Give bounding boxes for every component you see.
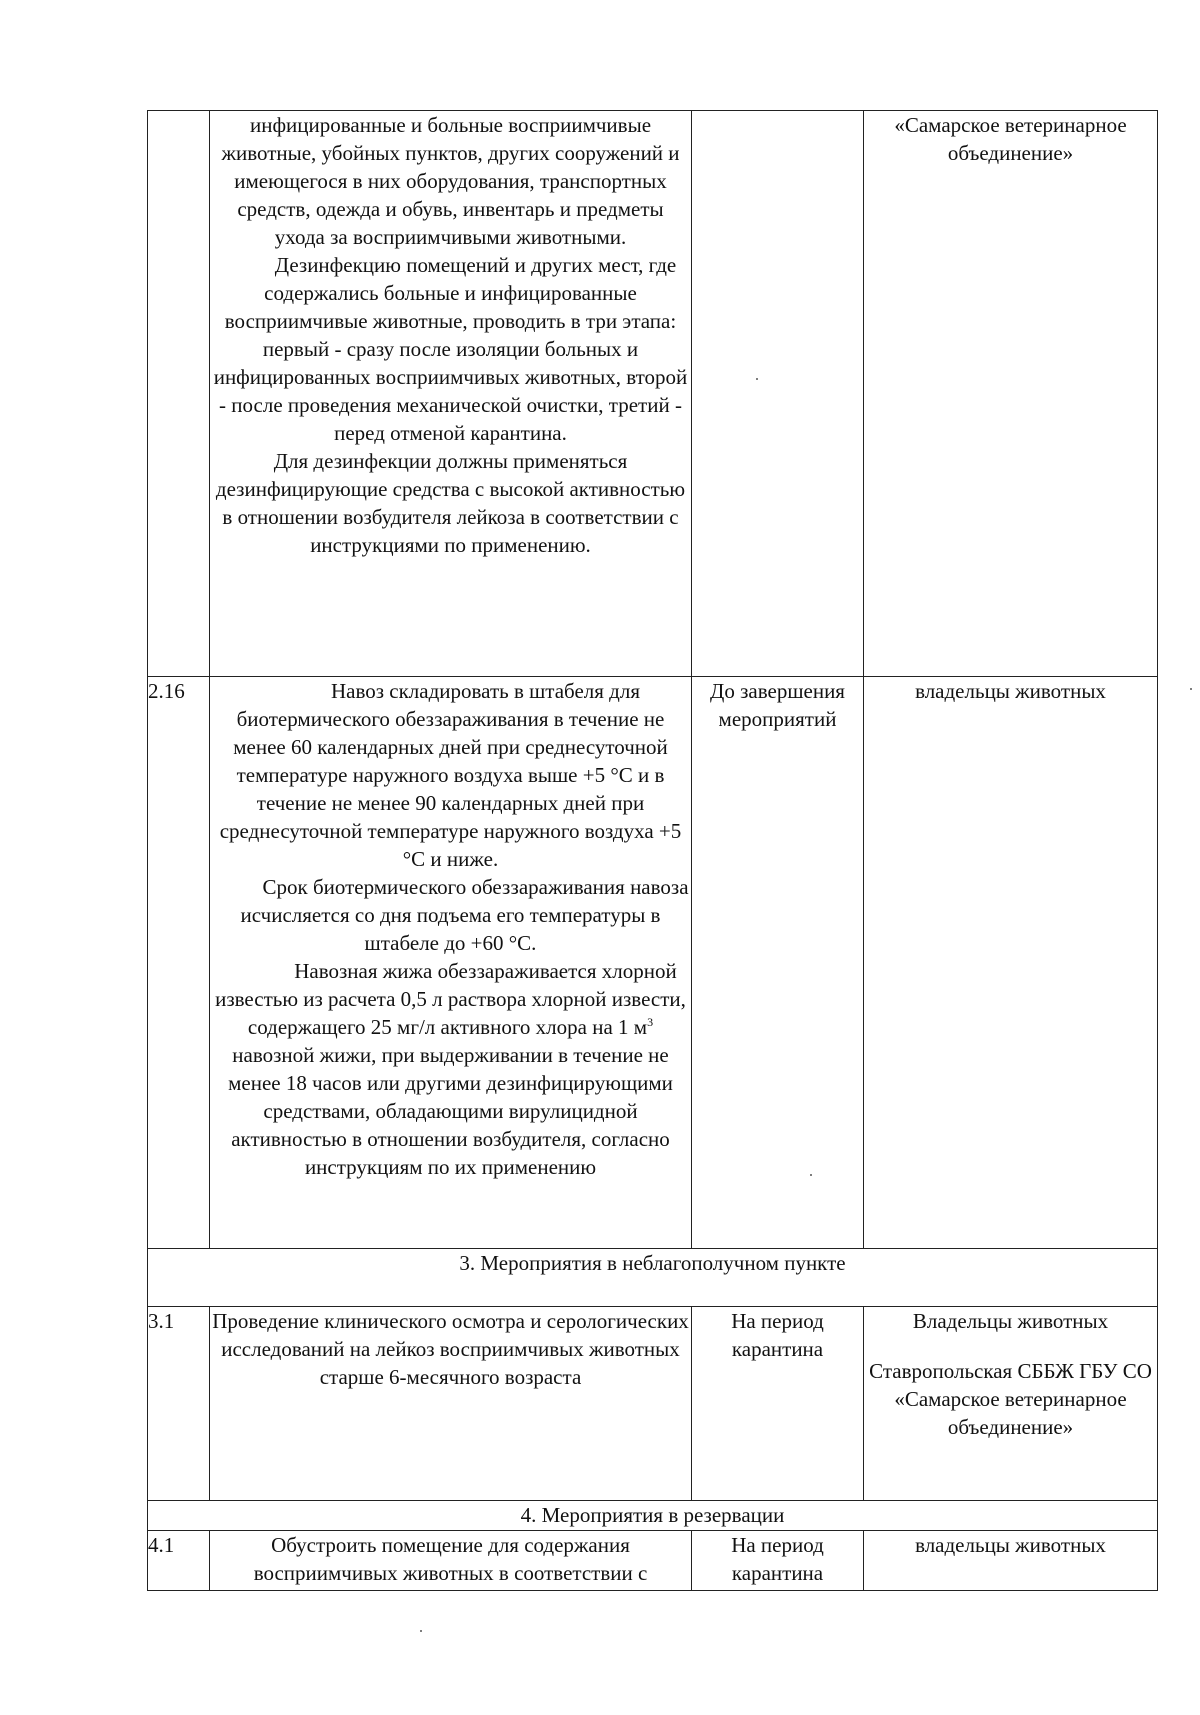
responsible-cell: владельцы животных [864, 677, 1158, 1249]
measure-paragraph: Дезинфекцию помещений и других мест, где содержались больные и инфицированные восприимчивые животные, проводить в три этапа: первый - сразу после изоляции больных и инфицированных восприимчивых животных, второй - после проведения механической очистки, третий - перед отменой карантина. [213, 253, 688, 445]
term-cell [692, 111, 864, 677]
responsible-line: Ставропольская СББЖ ГБУ СО «Самарское ветеринарное объединение» [869, 1359, 1152, 1439]
measure-paragraph: Навоз складировать в штабеля для биотермического обеззараживания в течение не менее 60 календарных дней при среднесуточной температуре наружного воздуха выше +5 °С и в течение не менее 90 календарных дней при среднесуточной температуре наружного воздуха +5 °С и ниже. [219, 679, 682, 871]
table-row-4-1 [148, 1531, 1158, 1591]
term-cell: На период карантина [692, 1307, 864, 1501]
measure-text [210, 111, 692, 677]
measure-text-part: Навозная жижа обеззараживается хлорной известью из расчета 0,5 л раствора хлорной извести, содержащего 25 мг/л активного хлора на 1 м [215, 959, 686, 1039]
table-row-disinfection [148, 111, 1158, 677]
table-row-2-16 [148, 677, 1158, 1249]
measure-text [210, 677, 692, 1249]
spacer [864, 1335, 1157, 1357]
section-header-4 [148, 1501, 1158, 1531]
measure-text-part: навозной жижи, при выдерживании в течение не менее 18 часов или другими дезинфицирующими средствами, обладающими вирулицидной активностью в отношении возбудителя, согласно инструкциям по их применению [228, 1043, 673, 1179]
measures-table [147, 110, 1158, 1591]
table-row-3-1 [148, 1307, 1158, 1501]
row-number: 2.16 [148, 677, 210, 1249]
scan-speck [420, 1630, 422, 1632]
responsible-cell: владельцы животных [864, 1531, 1158, 1591]
row-number: 3.1 [148, 1307, 210, 1501]
responsible-cell: «Самарское ветеринарное объединение» [864, 111, 1158, 677]
scan-speck [810, 1174, 812, 1176]
section-header-3 [148, 1249, 1158, 1307]
measure-paragraph: Для дезинфекции должны применяться дезинфицирующие средства с высокой активностью в отношении возбудителя лейкоза в соответствии с инструкциями по применению. [215, 449, 686, 557]
measure-paragraph: инфицированные и больные восприимчивые животные, убойных пунктов, других сооружений и имеющегося в них оборудования, транспортных средств, одежда и обувь, инвентарь и предметы ухода за восприимчивыми животными. [221, 113, 680, 249]
section-title: 4. Мероприятия в резервации [148, 1501, 1158, 1531]
row-number [148, 111, 210, 677]
term-cell: На период карантина [692, 1531, 864, 1591]
measure-paragraph: Срок биотермического обеззараживания навоза исчисляется со дня подъема его температуры в штабеле до +60 °С. [240, 875, 689, 955]
superscript-3: 3 [647, 1015, 654, 1029]
responsible-cell [864, 1307, 1158, 1501]
term-cell: До завершения мероприятий [692, 677, 864, 1249]
measure-text: Проведение клинического осмотра и серологических исследований на лейкоз восприимчивых животных старше 6-месячного возраста [210, 1307, 692, 1501]
scan-speck [756, 378, 758, 380]
row-number: 4.1 [148, 1531, 210, 1591]
measure-text: Обустроить помещение для содержания восприимчивых животных в соответствии с [210, 1531, 692, 1591]
responsible-line: Владельцы животных [912, 1309, 1109, 1333]
measure-paragraph [210, 957, 691, 1181]
section-title: 3. Мероприятия в неблагополучном пункте [148, 1249, 1158, 1307]
scan-speck [1190, 688, 1192, 690]
